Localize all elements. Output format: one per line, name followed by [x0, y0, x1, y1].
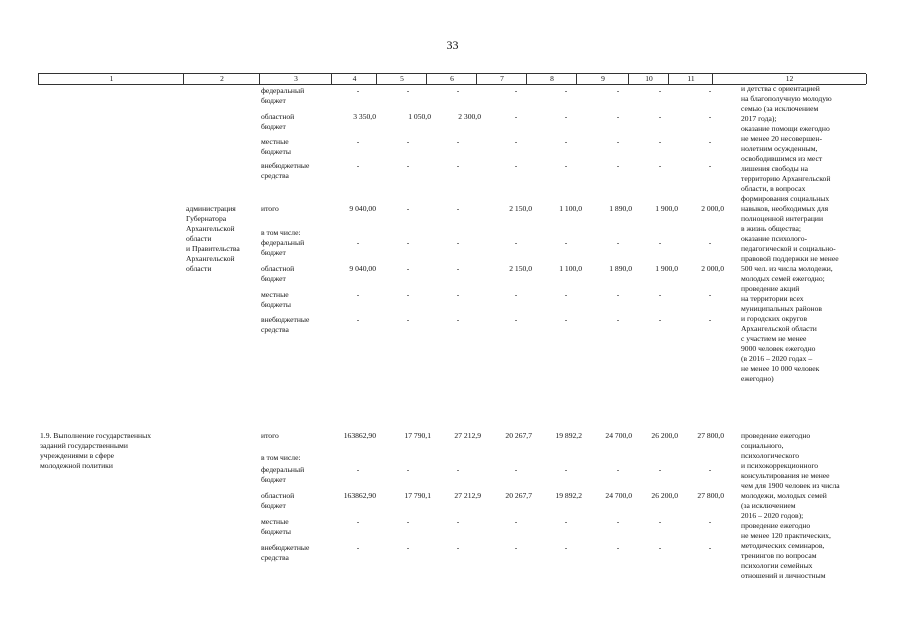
cell-2016: 2 150,0: [509, 204, 532, 213]
row-label: внебюджетные средства: [261, 161, 310, 180]
cell-2019: -: [658, 290, 662, 299]
cell-2019: 1 900,0: [655, 204, 678, 213]
cell-2019: -: [658, 112, 662, 121]
cell-2019: 1 900,0: [655, 264, 678, 273]
cell-2018: -: [616, 517, 620, 526]
cell-2020: 27 800,0: [697, 491, 724, 500]
cell-2019: -: [658, 517, 662, 526]
row-label: итого: [261, 204, 279, 213]
header-col-12: 12: [712, 74, 867, 84]
cell-2016: 20 267,7: [505, 431, 532, 440]
cell-total: 9 040,00: [349, 264, 376, 273]
header-col-7: 7: [476, 74, 527, 84]
cell-2016: 2 150,0: [509, 264, 532, 273]
cell-2018: -: [616, 112, 620, 121]
cell-2017: -: [564, 161, 568, 170]
cell-2015: -: [456, 465, 460, 474]
header-col-9: 9: [576, 74, 629, 84]
cell-2017: -: [564, 112, 568, 121]
cell-2016: -: [514, 465, 518, 474]
cell-2015: -: [456, 315, 460, 324]
cell-2015: -: [456, 86, 460, 95]
cell-2018: -: [616, 543, 620, 552]
cell-2019: -: [658, 161, 662, 170]
header-col-4: 4: [331, 74, 377, 84]
cell-total: -: [356, 315, 360, 324]
cell-2020: 2 000,0: [701, 264, 724, 273]
header-col-5: 5: [376, 74, 427, 84]
cell-2017: -: [564, 315, 568, 324]
header-col-8: 8: [526, 74, 577, 84]
cell-2020: -: [708, 517, 712, 526]
cell-2014: -: [406, 290, 410, 299]
header-col-6: 6: [426, 74, 477, 84]
cell-2020: -: [708, 315, 712, 324]
cell-2014: -: [406, 465, 410, 474]
page-number: 33: [446, 38, 459, 52]
cell-2019: -: [658, 315, 662, 324]
row-label: местные бюджеты: [261, 517, 291, 536]
cell-2018: -: [616, 86, 620, 95]
cell-2015: -: [456, 543, 460, 552]
cell-2018: -: [616, 315, 620, 324]
cell-2018: -: [616, 465, 620, 474]
block2-including-label: в том числе:: [261, 228, 301, 237]
cell-2014: 17 790,1: [404, 491, 431, 500]
cell-2020: -: [708, 238, 712, 247]
row-label: внебюджетные средства: [261, 315, 310, 334]
cell-2018: -: [616, 238, 620, 247]
cell-2020: -: [708, 161, 712, 170]
cell-2016: -: [514, 517, 518, 526]
cell-2015: -: [456, 161, 460, 170]
cell-total: -: [356, 543, 360, 552]
row-label: местные бюджеты: [261, 137, 291, 156]
cell-2018: -: [616, 161, 620, 170]
cell-2017: -: [564, 517, 568, 526]
block1-results-text: и детства с ориентацией на благополучную молодую семью (за исключением 2017 года); оказание помощи ежегодно не менее 20 несовершен- нолетним осужденным, освободившимся из мест лишения свободы на территорию Архангельской области, в вопросах формирования социальных навыков, необходимых для полноценной интеграции в жизнь общества; оказание психолого- педагогической и социально- правовой поддержки не менее 500 чел. из числа молодежи, молодых семей ежегодно; проведение акций на территории всех муниципальных районов и городских округов Архангельской области с участием не менее 9000 человек ежегодно (в 2016 – 2020 годах – не менее 10 000 человек ежегодно): [741, 84, 839, 383]
cell-2020: -: [708, 465, 712, 474]
header-col-10: 10: [628, 74, 669, 84]
cell-2014: -: [406, 137, 410, 146]
cell-2014: -: [406, 315, 410, 324]
cell-2017: 1 100,0: [559, 264, 582, 273]
row-label: областной бюджет: [261, 491, 295, 510]
block3-title: 1.9. Выполнение государственных заданий государственными учреждениями в сфере молодежной политики: [40, 431, 151, 470]
cell-2020: -: [708, 290, 712, 299]
cell-2020: 2 000,0: [701, 204, 724, 213]
cell-2017: -: [564, 290, 568, 299]
cell-total: -: [356, 465, 360, 474]
cell-2018: 24 700,0: [605, 431, 632, 440]
block3-results-text: проведение ежегодно социального, психологического и психокоррекционного консультирования не менее чем для 1900 человек из числа молодежи, молодых семей (за исключением 2016 – 2020 годов); проведение ежегодно не менее 120 практических, методических семинаров, тренингов по вопросам психологии семейных отношений и личностным: [741, 431, 840, 580]
cell-total: -: [356, 161, 360, 170]
cell-2015: -: [456, 238, 460, 247]
cell-2014: -: [406, 264, 410, 273]
cell-2019: -: [658, 465, 662, 474]
cell-2015: 2 300,0: [458, 112, 481, 121]
row-label: федеральный бюджет: [261, 238, 305, 257]
cell-2019: 26 200,0: [651, 431, 678, 440]
cell-2017: -: [564, 86, 568, 95]
row-label: федеральный бюджет: [261, 86, 305, 105]
cell-2015: -: [456, 137, 460, 146]
cell-2016: -: [514, 238, 518, 247]
cell-2016: -: [514, 161, 518, 170]
cell-2017: -: [564, 543, 568, 552]
cell-total: 163862,90: [343, 491, 376, 500]
cell-2017: 19 892,2: [555, 431, 582, 440]
cell-2016: -: [514, 315, 518, 324]
cell-2019: -: [658, 543, 662, 552]
cell-total: -: [356, 238, 360, 247]
cell-2019: -: [658, 238, 662, 247]
cell-2020: -: [708, 137, 712, 146]
cell-total: -: [356, 86, 360, 95]
row-label: внебюджетные средства: [261, 543, 310, 562]
cell-2014: 17 790,1: [404, 431, 431, 440]
cell-2016: -: [514, 543, 518, 552]
cell-2016: 20 267,7: [505, 491, 532, 500]
cell-2014: -: [406, 543, 410, 552]
cell-2016: -: [514, 137, 518, 146]
cell-2014: -: [406, 517, 410, 526]
cell-2019: -: [658, 137, 662, 146]
cell-total: -: [356, 137, 360, 146]
cell-2015: -: [456, 517, 460, 526]
cell-2014: -: [406, 204, 410, 213]
cell-2017: -: [564, 238, 568, 247]
cell-2018: -: [616, 290, 620, 299]
cell-2014: -: [406, 161, 410, 170]
cell-2014: -: [406, 238, 410, 247]
cell-2020: -: [708, 543, 712, 552]
row-label: местные бюджеты: [261, 290, 291, 309]
row-label: областной бюджет: [261, 264, 295, 283]
cell-2016: -: [514, 290, 518, 299]
cell-2016: -: [514, 112, 518, 121]
cell-2014: 1 050,0: [408, 112, 431, 121]
cell-2019: -: [658, 86, 662, 95]
cell-2015: -: [456, 204, 460, 213]
cell-2014: -: [406, 86, 410, 95]
cell-2018: 1 890,0: [609, 204, 632, 213]
cell-2019: 26 200,0: [651, 491, 678, 500]
cell-2020: -: [708, 112, 712, 121]
header-col-11: 11: [668, 74, 713, 84]
cell-2020: 27 800,0: [697, 431, 724, 440]
cell-2017: -: [564, 465, 568, 474]
cell-2015: -: [456, 290, 460, 299]
cell-2018: -: [616, 137, 620, 146]
header-col-1: 1: [38, 74, 184, 84]
cell-total: 9 040,00: [349, 204, 376, 213]
block3-including-label: в том числе:: [261, 453, 301, 462]
cell-2017: 19 892,2: [555, 491, 582, 500]
cell-total: -: [356, 517, 360, 526]
cell-2016: -: [514, 86, 518, 95]
cell-2020: -: [708, 86, 712, 95]
header-col-2: 2: [183, 74, 260, 84]
cell-2018: 1 890,0: [609, 264, 632, 273]
cell-2017: -: [564, 137, 568, 146]
cell-total: -: [356, 290, 360, 299]
cell-2017: 1 100,0: [559, 204, 582, 213]
cell-total: 3 350,0: [353, 112, 376, 121]
row-label: итого: [261, 431, 279, 440]
row-label: областной бюджет: [261, 112, 295, 131]
cell-2015: 27 212,9: [454, 491, 481, 500]
cell-total: 163862,90: [343, 431, 376, 440]
header-col-3: 3: [259, 74, 332, 84]
row-label: федеральный бюджет: [261, 465, 305, 484]
cell-2018: 24 700,0: [605, 491, 632, 500]
cell-2015: -: [456, 264, 460, 273]
block2-executor: администрация Губернатора Архангельской области и Правительства Архангельской области: [186, 204, 240, 273]
cell-2015: 27 212,9: [454, 431, 481, 440]
